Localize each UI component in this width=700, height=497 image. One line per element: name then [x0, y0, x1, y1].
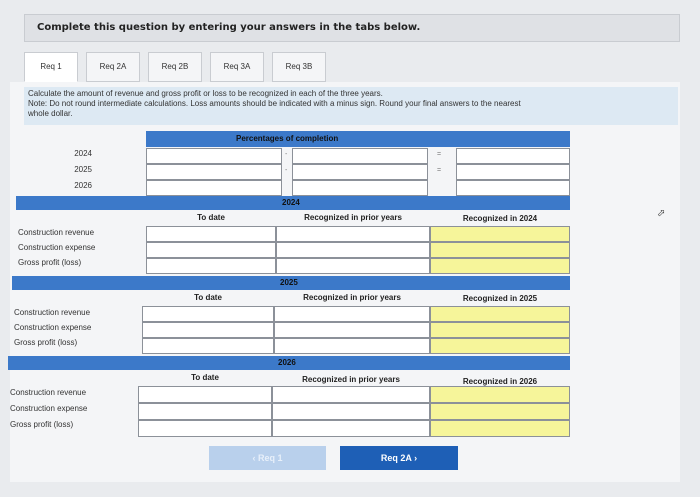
minus-symbol-2025: -	[285, 167, 288, 174]
tab-req-3a[interactable]: Req 3A	[210, 52, 264, 82]
section-2025-expense-current[interactable]	[430, 322, 570, 338]
section-2025-revenue-current[interactable]	[430, 306, 570, 322]
prev-button-label: Req 1	[258, 453, 283, 463]
chevron-right-icon: ›	[414, 453, 418, 463]
section-2025-gross-to-date[interactable]	[142, 338, 274, 354]
section-2025-year: 2025	[280, 278, 298, 287]
tab-req-3b[interactable]: Req 3B	[272, 52, 326, 82]
section-2024-col-prior: Recognized in prior years	[304, 213, 402, 222]
completion-denominator-2024[interactable]	[292, 148, 428, 164]
section-2026-gross-to-date[interactable]	[138, 420, 272, 437]
completion-percent-2025[interactable]	[456, 164, 570, 180]
completion-percent-2024[interactable]	[456, 148, 570, 164]
section-2026-revenue-prior[interactable]	[272, 386, 430, 403]
equals-symbol-2025: =	[437, 167, 442, 174]
section-2025-gross-current[interactable]	[430, 338, 570, 354]
section-2025-gross-prior[interactable]	[274, 338, 430, 354]
completion-percent-2026[interactable]	[456, 180, 570, 196]
section-2025-col-to-date: To date	[194, 293, 222, 302]
section-2025-expense-prior[interactable]	[274, 322, 430, 338]
next-button[interactable]	[340, 446, 458, 470]
section-2026-row-gross-profit: Gross profit (loss)	[10, 420, 74, 429]
completion-denominator-2025[interactable]	[292, 164, 428, 180]
section-2026-expense-current[interactable]	[430, 403, 570, 420]
section-2026-revenue-current[interactable]	[430, 386, 570, 403]
section-2024-col-current: Recognized in 2024	[462, 214, 538, 223]
section-2026-revenue-to-date[interactable]	[138, 386, 272, 403]
minus-symbol-2024: -	[285, 151, 288, 158]
section-2024-row-expense: Construction expense	[18, 243, 96, 252]
section-2024-expense-to-date[interactable]	[146, 242, 276, 258]
completion-numerator-2024[interactable]	[146, 148, 282, 164]
equals-symbol-2024: =	[437, 151, 442, 158]
section-2024-gross-prior[interactable]	[276, 258, 430, 274]
completion-header-bar	[146, 131, 570, 147]
completion-denominator-2026[interactable]	[292, 180, 428, 196]
question-header	[24, 14, 680, 42]
section-2025-row-expense: Construction expense	[14, 323, 92, 332]
section-2025-col-current: Recognized in 2025	[462, 294, 538, 303]
section-2026-gross-current[interactable]	[430, 420, 570, 437]
section-2025-row-gross-profit: Gross profit (loss)	[14, 338, 78, 347]
section-2024-year: 2024	[282, 198, 300, 207]
instruction-line-2: Note: Do not round intermediate calculations. Loss amounts should be indicated with a minus sign. Round your final answers to the nearest	[28, 99, 521, 108]
next-button-label: Req 2A	[380, 453, 412, 463]
section-2025-revenue-to-date[interactable]	[142, 306, 274, 322]
section-2026-row-expense: Construction expense	[10, 404, 88, 413]
section-2026-row-revenue: Construction revenue	[10, 388, 87, 397]
section-2024-gross-current[interactable]	[430, 258, 570, 274]
completion-header: Percentages of completion	[236, 134, 339, 143]
section-2026-col-current: Recognized in 2026	[462, 377, 538, 386]
section-2024-row-revenue: Construction revenue	[18, 228, 95, 237]
tab-bar	[24, 52, 334, 82]
completion-year-2024: 2024	[74, 149, 92, 158]
section-2025-col-prior: Recognized in prior years	[303, 293, 401, 302]
section-2026-col-prior: Recognized in prior years	[302, 375, 400, 384]
section-2026-expense-to-date[interactable]	[138, 403, 272, 420]
completion-numerator-2026[interactable]	[146, 180, 282, 196]
tab-req-2b[interactable]: Req 2B	[148, 52, 202, 82]
tab-req-1[interactable]: Req 1	[24, 52, 78, 82]
instruction-line-3: whole dollar.	[28, 109, 73, 118]
section-2025-expense-to-date[interactable]	[142, 322, 274, 338]
section-2024-revenue-prior[interactable]	[276, 226, 430, 242]
section-2024-revenue-to-date[interactable]	[146, 226, 276, 242]
section-2026-col-to-date: To date	[191, 373, 219, 382]
section-2024-col-to-date: To date	[197, 213, 225, 222]
section-2024-expense-current[interactable]	[430, 242, 570, 258]
section-2026-gross-prior[interactable]	[272, 420, 430, 437]
instruction-line-1: Calculate the amount of revenue and gross profit or loss to be recognized in each of the three years.	[28, 89, 383, 98]
section-2026-year: 2026	[278, 358, 296, 367]
section-2024-expense-prior[interactable]	[276, 242, 430, 258]
chevron-left-icon: ‹	[252, 453, 256, 463]
section-2024-row-gross-profit: Gross profit (loss)	[18, 258, 82, 267]
mouse-cursor-icon: ⬀	[657, 208, 666, 219]
completion-year-2026: 2026	[74, 181, 92, 190]
section-2024-gross-to-date[interactable]	[146, 258, 276, 274]
question-header-text: Complete this question by entering your answers in the tabs below.	[37, 22, 421, 33]
completion-numerator-2025[interactable]	[146, 164, 282, 180]
section-2024-revenue-current[interactable]	[430, 226, 570, 242]
instructions	[24, 87, 678, 125]
completion-year-2025: 2025	[74, 165, 92, 174]
tab-req-2a[interactable]: Req 2A	[86, 52, 140, 82]
section-2025-revenue-prior[interactable]	[274, 306, 430, 322]
section-2026-expense-prior[interactable]	[272, 403, 430, 420]
prev-button[interactable]	[209, 446, 326, 470]
section-2025-row-revenue: Construction revenue	[14, 308, 91, 317]
